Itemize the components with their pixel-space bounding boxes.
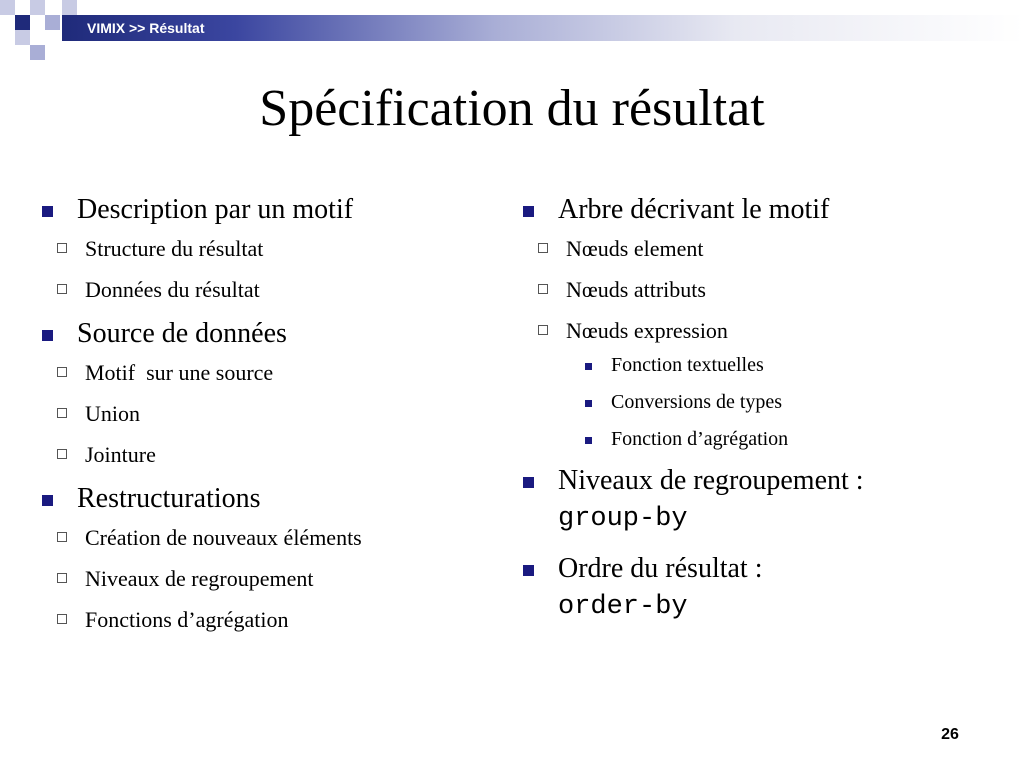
sub-item-label: Nœuds expression bbox=[566, 318, 728, 343]
square-light bbox=[30, 0, 45, 15]
square-light bbox=[45, 15, 60, 30]
sub-sub-item bbox=[521, 389, 991, 415]
square-light bbox=[62, 0, 77, 15]
bullet-ordering bbox=[521, 551, 991, 625]
square-bullet-icon bbox=[42, 206, 53, 217]
square-bullet-icon bbox=[523, 206, 534, 217]
sub-item bbox=[521, 234, 991, 264]
sub-item-label: Niveaux de regroupement bbox=[85, 566, 314, 591]
hollow-square-icon bbox=[538, 243, 548, 253]
sub-item bbox=[40, 605, 500, 635]
sub-item-label: Création de nouveaux éléments bbox=[85, 525, 362, 550]
bullet-label: Description par un motif bbox=[77, 194, 354, 225]
bullet-label: Niveaux de regroupement : bbox=[558, 465, 864, 496]
hollow-square-icon bbox=[57, 408, 67, 418]
small-square-bullet-icon bbox=[585, 400, 592, 407]
sub-item-label: Fonctions d’agrégation bbox=[85, 607, 289, 632]
small-square-bullet-icon bbox=[585, 437, 592, 444]
hollow-square-icon bbox=[538, 284, 548, 294]
sub-item bbox=[521, 275, 991, 305]
square-bullet-icon bbox=[42, 495, 53, 506]
sub-sub-item bbox=[521, 426, 991, 452]
sub-item bbox=[40, 440, 500, 470]
sub-item-label: Structure du résultat bbox=[85, 236, 264, 261]
page-title: Spécification du résultat bbox=[259, 80, 765, 137]
sub-item bbox=[40, 234, 500, 264]
square-bullet-icon bbox=[42, 330, 53, 341]
bullet-label: Restructurations bbox=[77, 483, 261, 514]
sub-item bbox=[40, 523, 500, 553]
bullet-source bbox=[40, 316, 500, 470]
small-square-bullet-icon bbox=[585, 363, 592, 370]
sub-item bbox=[40, 399, 500, 429]
sub-item-label: Nœuds attributs bbox=[566, 277, 706, 302]
hollow-square-icon bbox=[57, 367, 67, 377]
code-order-by: order-by bbox=[558, 592, 688, 622]
left-column bbox=[40, 192, 500, 646]
sub-sub-item-label: Conversions de types bbox=[611, 391, 783, 413]
header-bar bbox=[62, 15, 1024, 41]
sub-item-label: Jointure bbox=[85, 442, 156, 467]
hollow-square-icon bbox=[538, 325, 548, 335]
hollow-square-icon bbox=[57, 614, 67, 624]
breadcrumb: VIMIX >> Résultat bbox=[87, 20, 205, 36]
sub-sub-item bbox=[521, 352, 991, 378]
sub-item bbox=[521, 316, 991, 452]
bullet-grouping bbox=[521, 463, 991, 537]
hollow-square-icon bbox=[57, 449, 67, 459]
square-dark bbox=[15, 15, 30, 30]
bullet-tree bbox=[521, 192, 991, 452]
right-column bbox=[521, 192, 991, 631]
bullet-restructurations bbox=[40, 481, 500, 635]
sub-item-label: Nœuds element bbox=[566, 236, 704, 261]
square-light bbox=[0, 0, 15, 15]
bullet-label: Source de données bbox=[77, 318, 287, 349]
bullet-label: Ordre du résultat : bbox=[558, 553, 763, 584]
sub-item-label: Motif sur une source bbox=[85, 360, 274, 385]
sub-item bbox=[40, 275, 500, 305]
hollow-square-icon bbox=[57, 284, 67, 294]
bullet-description bbox=[40, 192, 500, 305]
page-number: 26 bbox=[941, 726, 959, 743]
hollow-square-icon bbox=[57, 243, 67, 253]
square-light bbox=[30, 45, 45, 60]
sub-item-label: Données du résultat bbox=[85, 277, 260, 302]
hollow-square-icon bbox=[57, 532, 67, 542]
sub-item bbox=[40, 358, 500, 388]
sub-sub-item-label: Fonction d’agrégation bbox=[611, 428, 789, 450]
square-bullet-icon bbox=[523, 565, 534, 576]
square-bullet-icon bbox=[523, 477, 534, 488]
sub-item-label: Union bbox=[85, 401, 140, 426]
bullet-label: Arbre décrivant le motif bbox=[558, 194, 830, 225]
code-group-by: group-by bbox=[558, 504, 688, 534]
hollow-square-icon bbox=[57, 573, 67, 583]
sub-sub-item-label: Fonction textuelles bbox=[611, 354, 764, 376]
square-light bbox=[15, 30, 30, 45]
sub-item bbox=[40, 564, 500, 594]
